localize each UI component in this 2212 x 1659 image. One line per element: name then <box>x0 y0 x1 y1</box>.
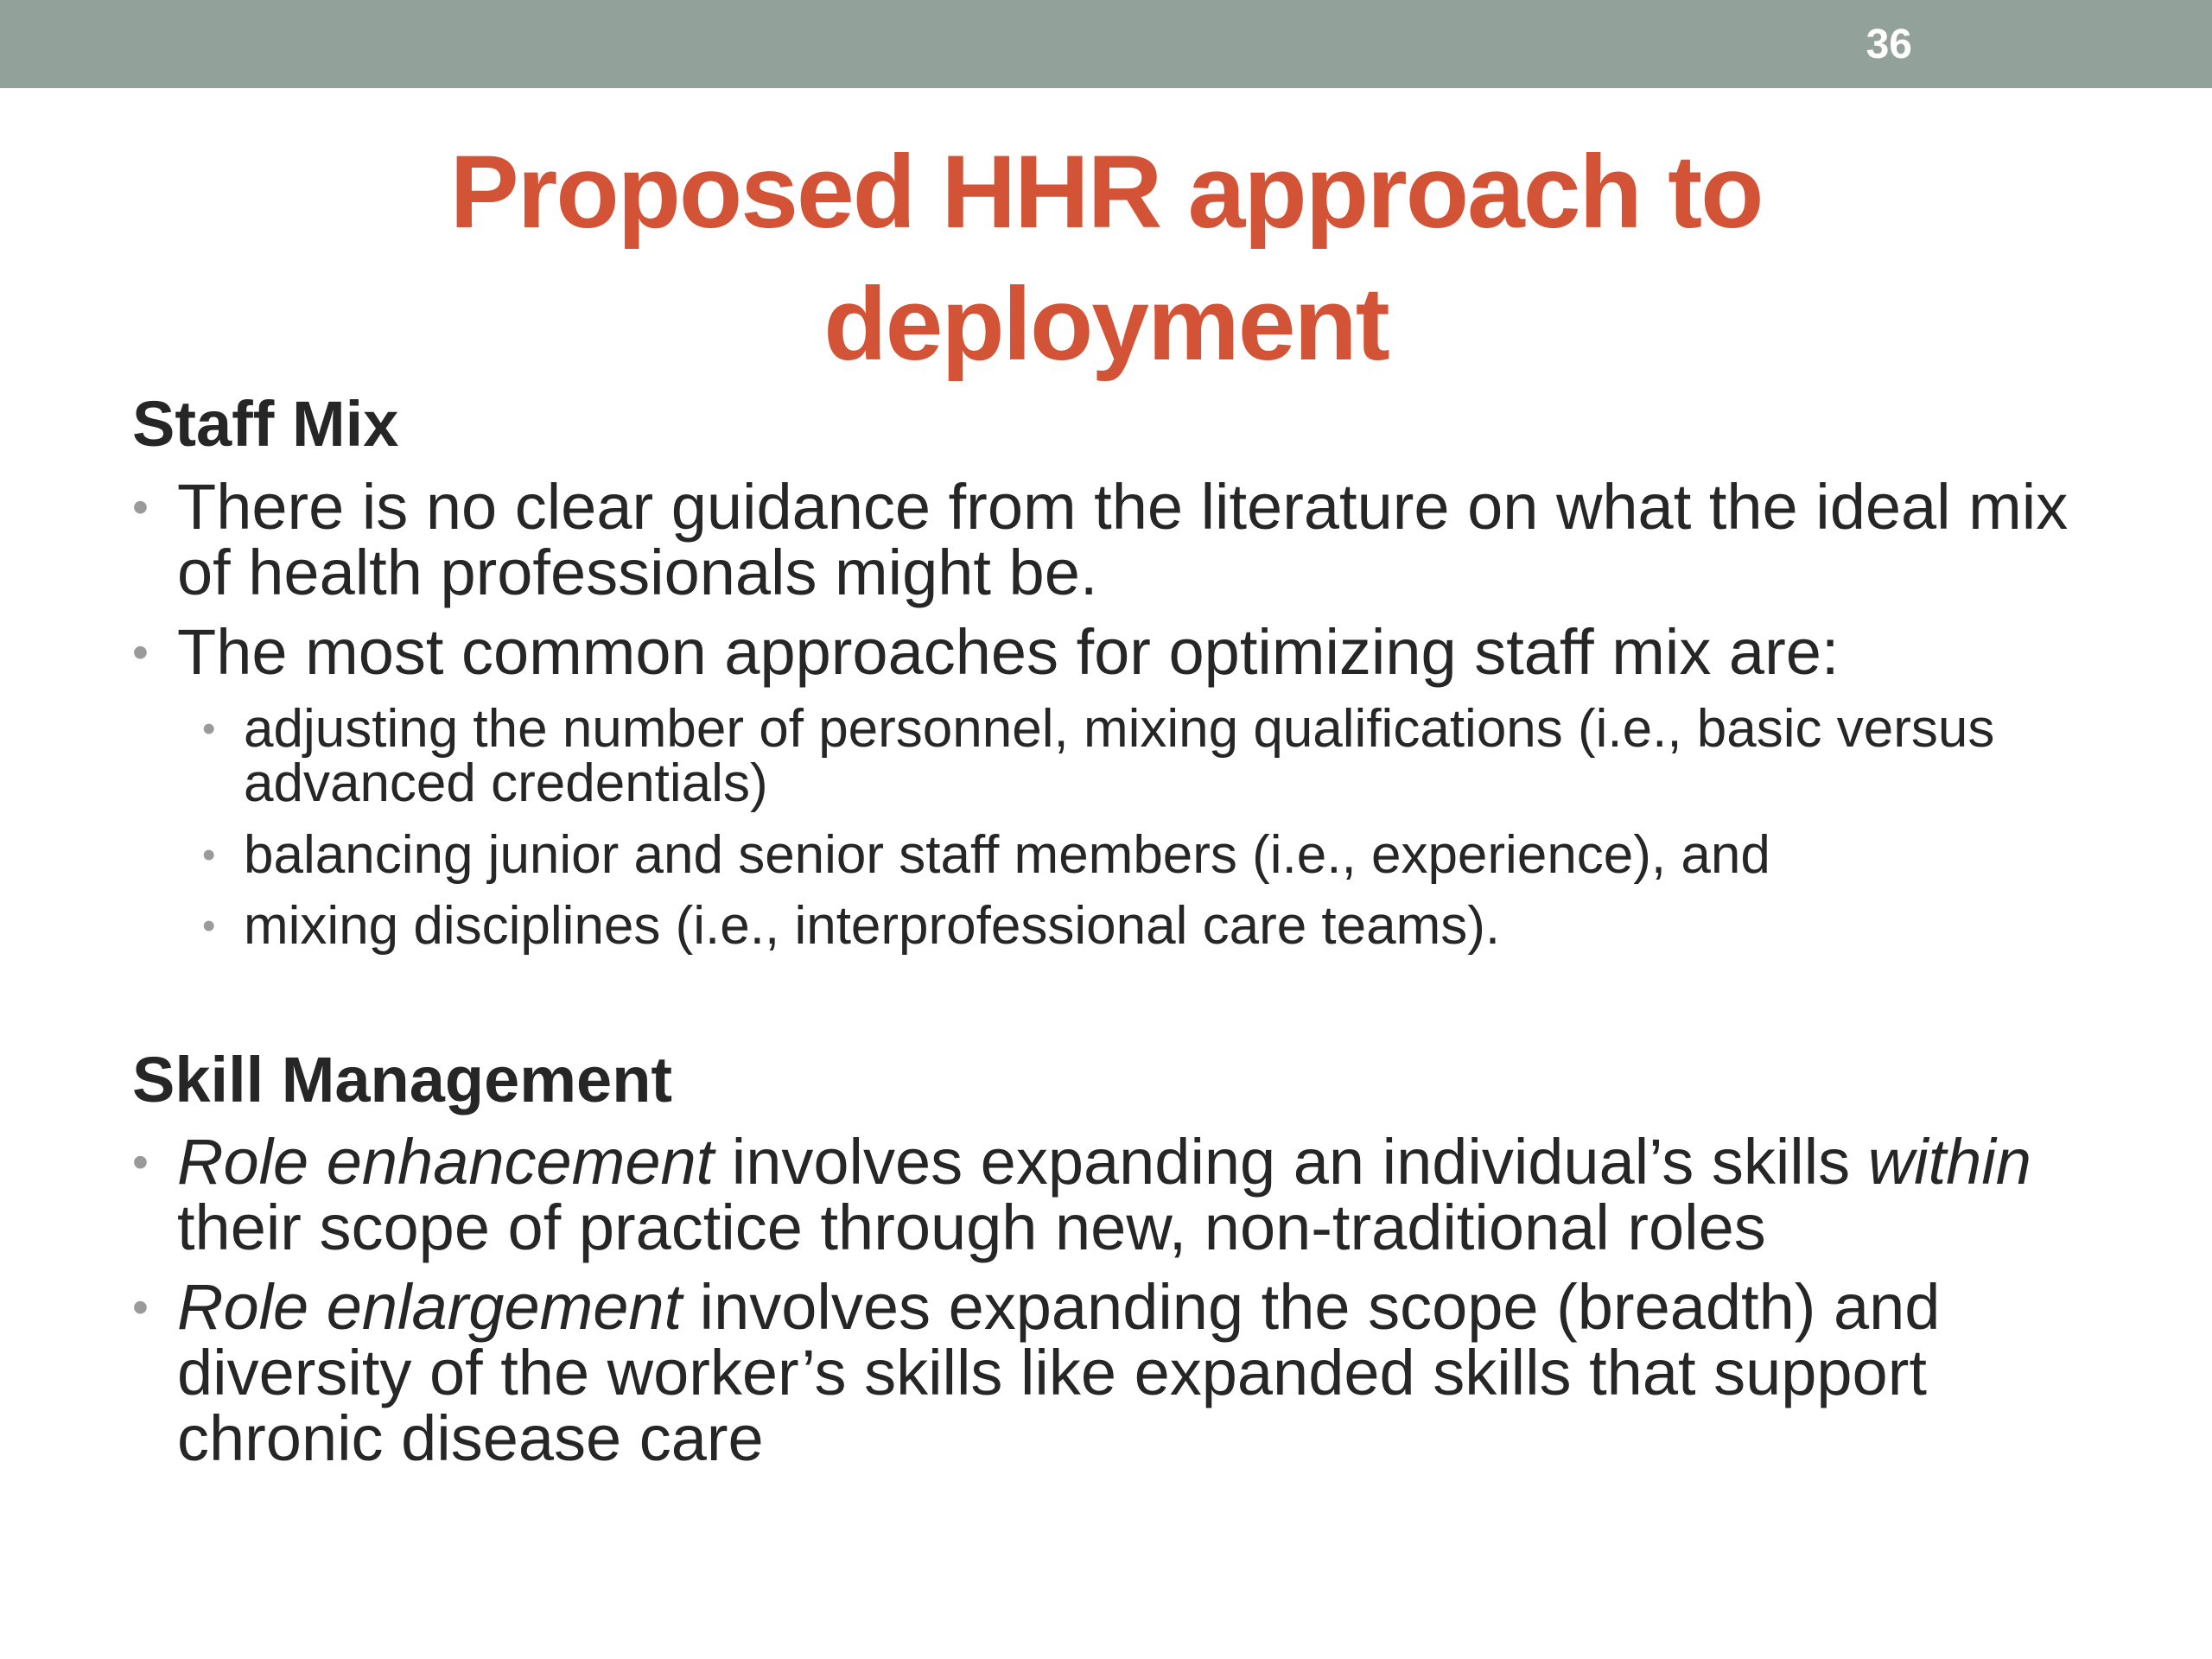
bullet-marker: • <box>132 1281 149 1333</box>
sub-bullet-text: adjusting the number of personnel, mixing qualifications (i.e., basic versus advanced credentials) <box>244 699 1995 813</box>
bullet-text: There is no clear guidance from the literature on what the ideal mix of health professionals might be. <box>177 471 2069 608</box>
list-item <box>132 616 2104 688</box>
bullet-marker: • <box>202 834 216 876</box>
list-item <box>132 1271 2104 1474</box>
slide-title: Proposed HHR approach to deployment <box>449 134 1763 382</box>
bullet-text: involves expanding an individual’s skills <box>714 1126 1868 1198</box>
sub-bullet-text: balancing junior and senior staff members (i.e., experience), and <box>244 825 1770 885</box>
role-enlargement-term: Role enlargement <box>177 1271 683 1343</box>
slide-number: 36 <box>1866 22 1912 67</box>
bullet-text: involves expanding the scope (breadth) and diversity of the worker’s skills like expanded skills that support chronic disease care <box>177 1271 1941 1474</box>
sub-list-item <box>202 896 2075 956</box>
list-item <box>132 1126 2104 1263</box>
bullet-marker: • <box>202 905 216 947</box>
bullet-marker: • <box>202 708 216 750</box>
bullet-marker: • <box>132 1136 149 1188</box>
staff-mix-heading: Staff Mix <box>132 388 399 460</box>
sub-list-item <box>202 699 2075 813</box>
bullet-text: their scope of practice through new, non-traditional roles <box>177 1192 1766 1263</box>
bullet-marker: • <box>132 626 149 678</box>
within-emphasis: within <box>1867 1126 2031 1198</box>
bullet-marker: • <box>132 481 149 533</box>
skill-management-heading: Skill Management <box>132 1044 673 1116</box>
sub-bullet-text: mixing disciplines (i.e., interprofessional care teams). <box>244 896 1501 956</box>
bullet-text: The most common approaches for optimizing staff mix are: <box>177 616 1840 688</box>
header-bar <box>0 0 2212 88</box>
sub-list-item <box>202 825 2075 885</box>
list-item <box>132 471 2104 608</box>
role-enhancement-term: Role enhancement <box>177 1126 715 1198</box>
